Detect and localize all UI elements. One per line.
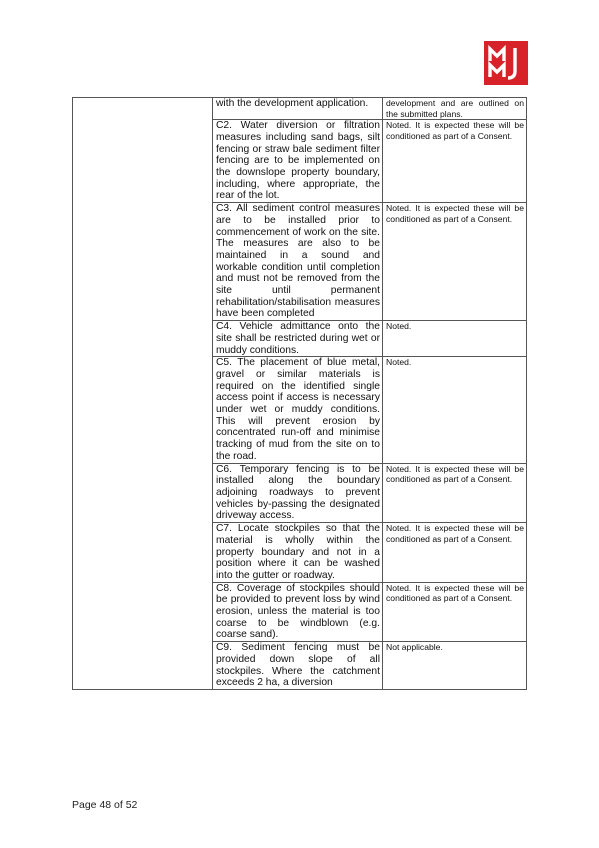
- table-row: [73, 98, 527, 120]
- response-cell: development and are outlined on the submitted plans.: [383, 98, 527, 120]
- condition-cell: C6. Temporary fencing is to be installed along the boundary adjoining roadways to prevent vehicles by-passing the designated driveway access.: [213, 463, 383, 523]
- conditions-table: [72, 97, 527, 690]
- condition-cell: C4. Vehicle admittance onto the site shall be restricted during wet or muddy conditions.: [213, 321, 383, 357]
- condition-cell: C5. The placement of blue metal, gravel or similar materials is required on the identified single access point if access is necessary under wet or muddy conditions. This will prevent erosion by concentrated run-off and minimise tracking of mud from the site on to the road.: [213, 357, 383, 463]
- condition-cell: C9. Sediment fencing must be provided down slope of all stockpiles. Where the catchment exceeds 2 ha, a diversion: [213, 642, 383, 690]
- page-number: Page 48 of 52: [72, 799, 138, 811]
- response-cell: Noted. It is expected these will be conditioned as part of a Consent.: [383, 582, 527, 642]
- condition-cell: C7. Locate stockpiles so that the material is wholly within the property boundary and not in a position where it can be washed into the gutter or roadway.: [213, 523, 383, 583]
- response-cell: Noted. It is expected these will be conditioned as part of a Consent.: [383, 523, 527, 583]
- mmj-logo-mark: [484, 41, 528, 85]
- response-cell: Noted.: [383, 357, 527, 463]
- condition-cell: with the development application.: [213, 98, 383, 120]
- condition-cell: C3. All sediment control measures are to be installed prior to commencement of work on the site. The measures are also to be maintained in a sound and workable condition until completion and must not be removed from the site until permanent rehabilitation/stabilisation measures have been completed: [213, 203, 383, 321]
- response-cell: Noted.: [383, 321, 527, 357]
- response-cell: Noted. It is expected these will be conditioned as part of a Consent.: [383, 120, 527, 203]
- blank-column-cell: [73, 98, 213, 690]
- response-cell: Noted. It is expected these will be conditioned as part of a Consent.: [383, 463, 527, 523]
- condition-cell: C8. Coverage of stockpiles should be provided to prevent loss by wind erosion, unless the material is too coarse to be windblown (e.g. coarse sand).: [213, 582, 383, 642]
- response-cell: Noted. It is expected these will be conditioned as part of a Consent.: [383, 203, 527, 321]
- response-cell: Not applicable.: [383, 642, 527, 690]
- company-logo: [484, 41, 528, 85]
- condition-cell: C2. Water diversion or filtration measures including sand bags, silt fencing or straw bale sediment filter fencing are to be implemented on the downslope property boundary, including, where appropriate, the rear of the lot.: [213, 120, 383, 203]
